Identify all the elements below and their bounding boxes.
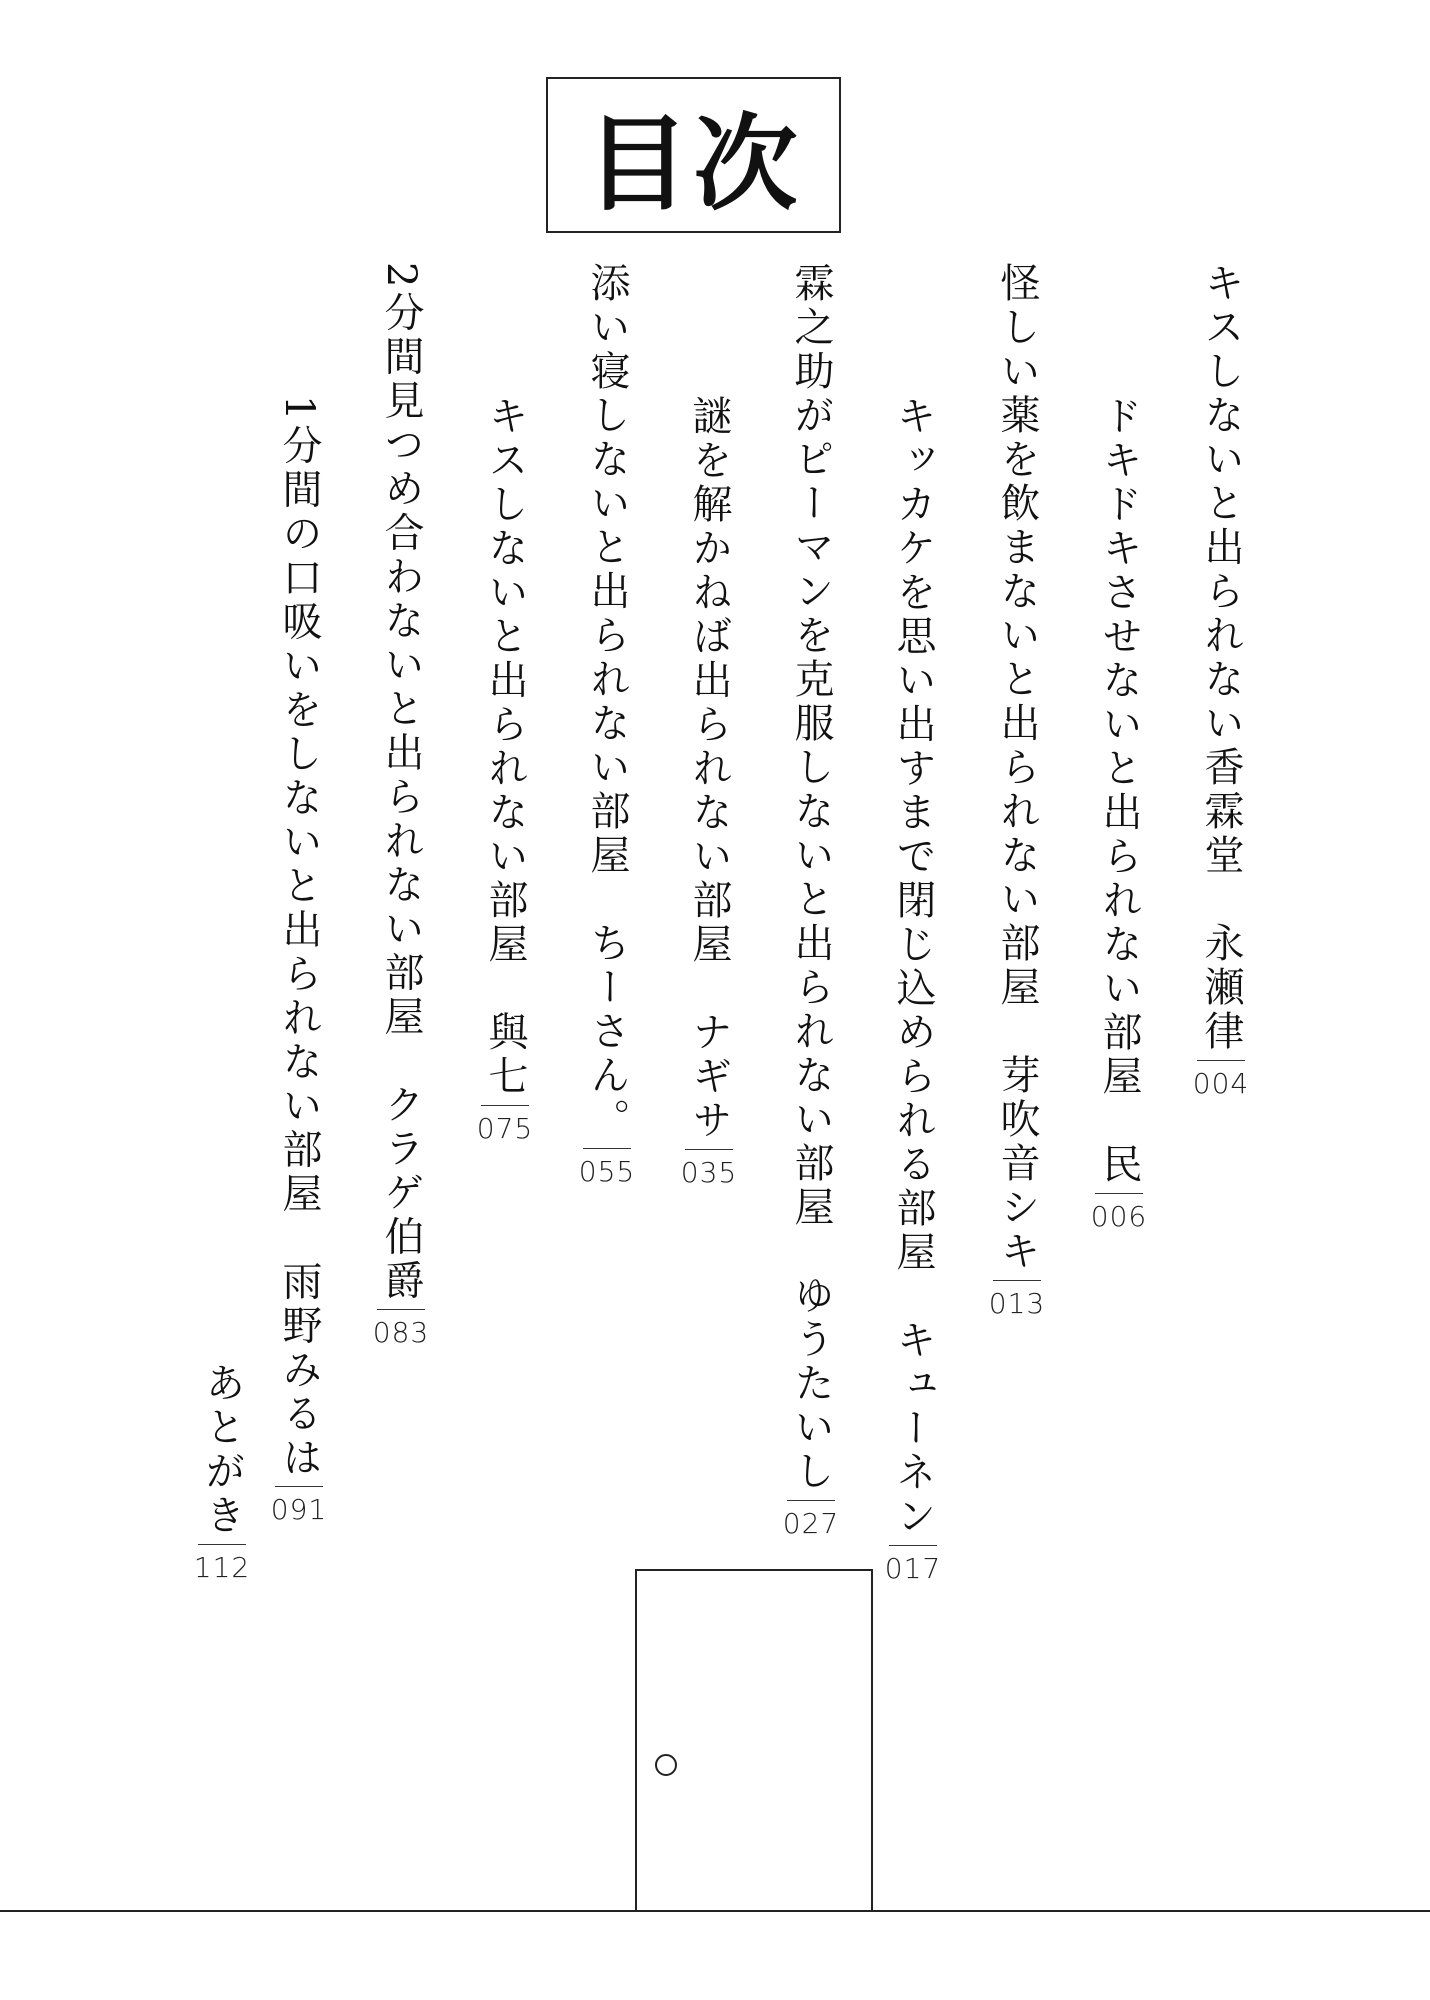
- entry-author: クラゲ伯爵: [378, 1083, 424, 1304]
- entry-author: 與七: [482, 1011, 528, 1099]
- entry-title: キスしないと出られない香霖堂: [1198, 262, 1244, 878]
- entry-page-number: 017: [884, 1552, 942, 1585]
- entry-title: 2分間見つめ合わないと出られない部屋: [378, 262, 424, 1040]
- entry-author: 民: [1096, 1143, 1142, 1187]
- leader-rule: [993, 1280, 1041, 1281]
- toc-entry[interactable]: [264, 395, 334, 1526]
- entry-page-number: 075: [476, 1112, 534, 1145]
- toc-entry[interactable]: [1084, 395, 1154, 1233]
- entry-page-number: 004: [1192, 1067, 1250, 1100]
- entry-author: キューネン: [890, 1319, 936, 1539]
- toc-entry[interactable]: [470, 395, 540, 1145]
- entry-title: 謎を解かねば出られない部屋: [686, 395, 732, 967]
- entry-page-number: 055: [578, 1155, 636, 1188]
- entry-page-number: 112: [193, 1551, 251, 1584]
- entry-author: 永瀬律: [1198, 922, 1244, 1054]
- toc-entry-text: [276, 395, 322, 1480]
- entry-title: ドキドキさせないと出られない部屋: [1096, 395, 1142, 1099]
- toc-entry[interactable]: [1186, 262, 1256, 1100]
- toc-entry-text: [199, 1362, 245, 1538]
- toc-entry-text: [994, 262, 1040, 1274]
- entry-title: キスしないと出られない部屋: [482, 395, 528, 967]
- entry-page-number: 027: [782, 1507, 840, 1540]
- entry-title: 怪しい薬を飲まないと出られない部屋: [994, 262, 1040, 1010]
- entry-title: あとがき: [199, 1362, 245, 1538]
- entry-page-number: 083: [372, 1316, 430, 1350]
- toc-entry[interactable]: [572, 262, 642, 1188]
- entry-title: 添い寝しないと出られない部屋: [584, 262, 630, 878]
- leader-rule: [685, 1149, 733, 1150]
- toc-entry[interactable]: [366, 262, 436, 1349]
- door-knob-icon: [655, 1754, 677, 1776]
- entry-title: 1分間の口吸いをしないと出られない部屋: [276, 395, 322, 1217]
- leader-rule: [198, 1544, 246, 1545]
- entry-page-number: 006: [1090, 1200, 1148, 1233]
- entry-author: ゆうたいし: [788, 1274, 834, 1494]
- leader-rule: [275, 1486, 323, 1487]
- entry-author: ナギサ: [686, 1011, 732, 1143]
- entry-author: ちーさん。: [584, 922, 630, 1142]
- leader-rule: [377, 1309, 425, 1310]
- toc-entry-text: [890, 395, 936, 1539]
- toc-entry[interactable]: [187, 1362, 257, 1584]
- entry-page-number: 091: [270, 1493, 328, 1527]
- entry-title: 霖之助がピーマンを克服しないと出られない部屋: [788, 262, 834, 1230]
- door-illustration: [635, 1569, 873, 1911]
- toc-entry[interactable]: [982, 262, 1052, 1320]
- toc-entry[interactable]: [776, 262, 846, 1540]
- leader-rule: [889, 1545, 937, 1546]
- toc-heading-box: [546, 77, 841, 233]
- toc-entry-text: [1096, 395, 1142, 1187]
- toc-heading: 目次: [585, 103, 802, 225]
- entry-title: キッカケを思い出すまで閉じ込められる部屋: [890, 395, 936, 1275]
- entry-page-number: 013: [988, 1287, 1046, 1320]
- floor-line: [0, 1910, 1430, 1912]
- toc-entry-text: [1198, 262, 1244, 1054]
- leader-rule: [583, 1148, 631, 1149]
- toc-entry-text: [482, 395, 528, 1099]
- toc-entry[interactable]: [674, 395, 744, 1189]
- toc-entry[interactable]: [878, 395, 948, 1585]
- entry-page-number: 035: [680, 1156, 738, 1189]
- leader-rule: [787, 1500, 835, 1501]
- toc-entry-text: [686, 395, 732, 1143]
- entry-author: 芽吹音シキ: [994, 1054, 1040, 1274]
- leader-rule: [1197, 1060, 1245, 1061]
- toc-entry-text: [584, 262, 630, 1142]
- toc-entry-text: [378, 262, 424, 1303]
- toc-entry-text: [788, 262, 834, 1494]
- leader-rule: [1095, 1193, 1143, 1194]
- entry-author: 雨野みるは: [276, 1260, 322, 1481]
- leader-rule: [481, 1105, 529, 1106]
